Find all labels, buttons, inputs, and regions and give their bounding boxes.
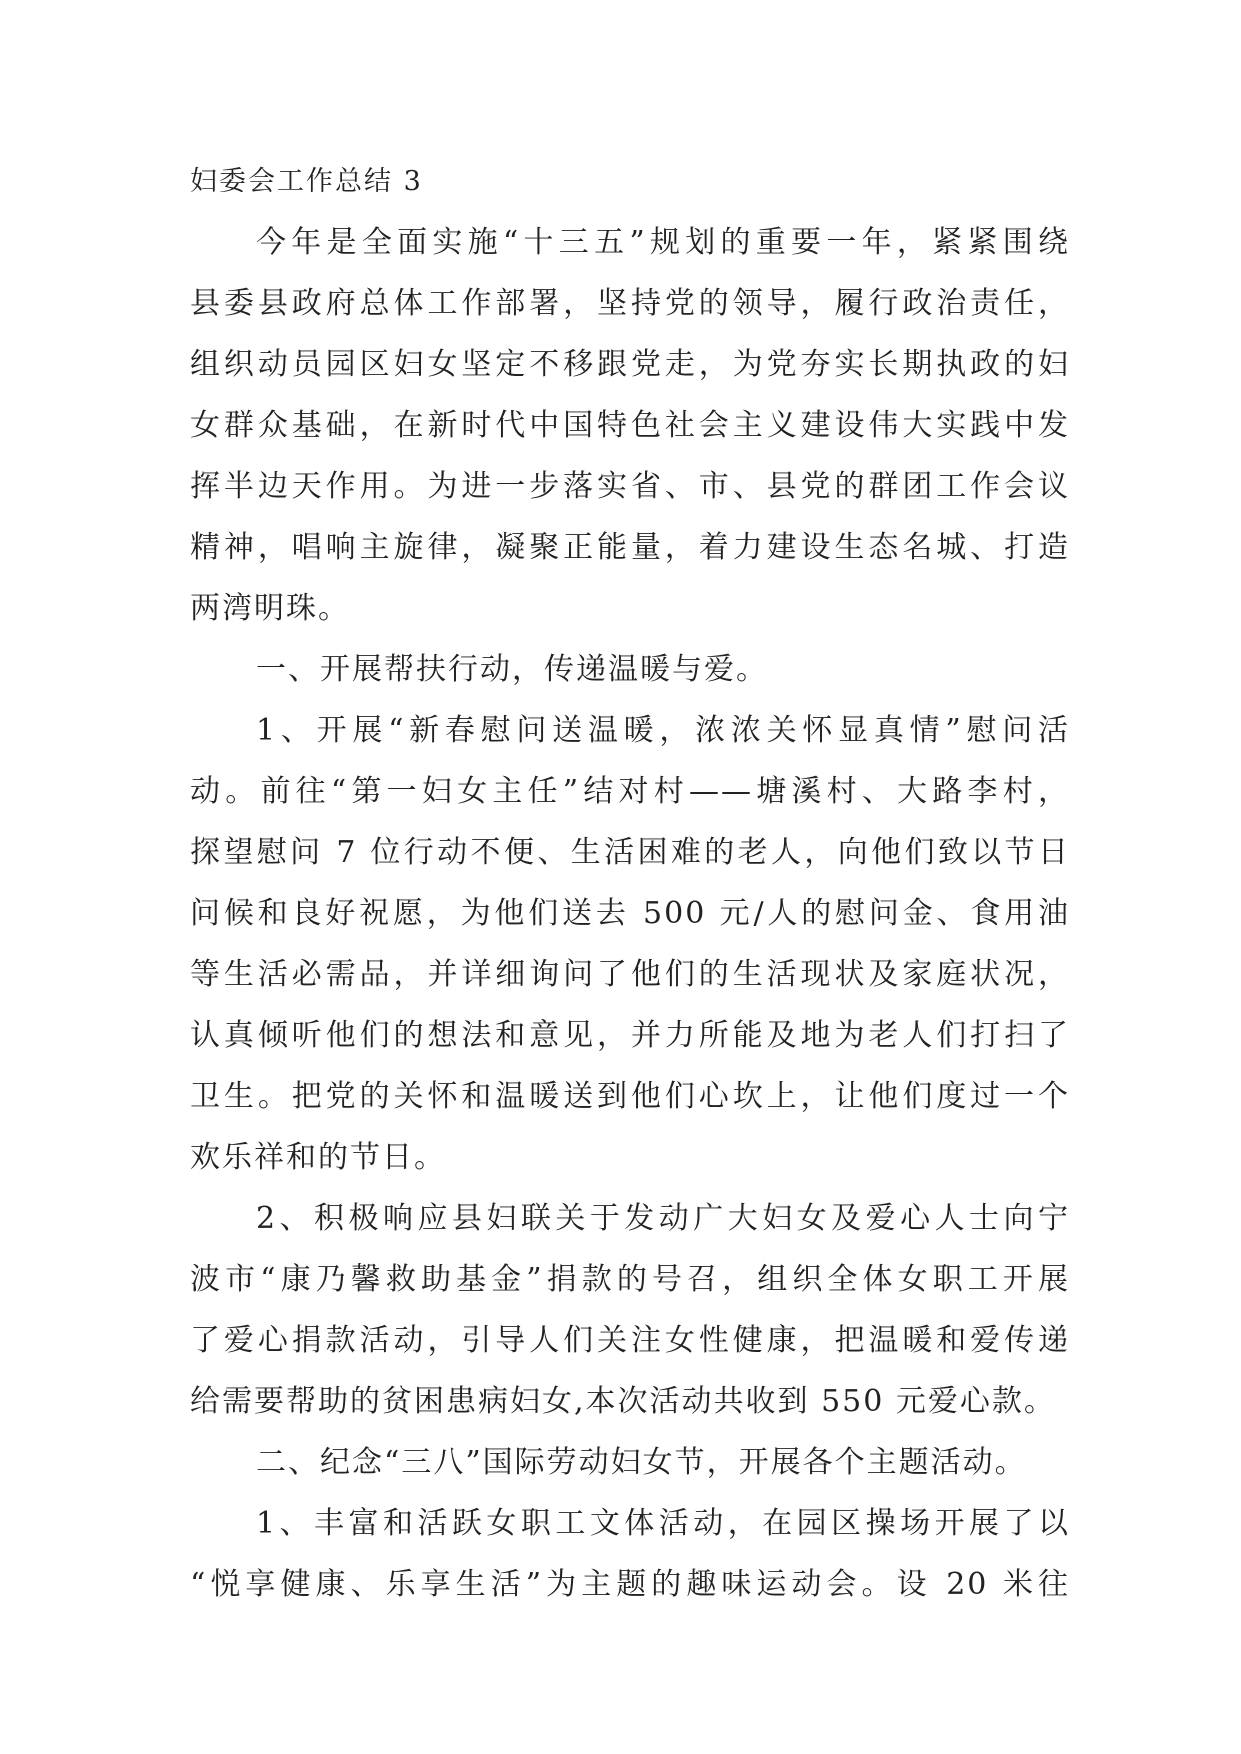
paragraph-line: 给需要帮助的贫困患病妇女,本次活动共收到 550 元爱心款。 xyxy=(190,1384,1056,1419)
paragraph-first-line: 2、积极响应县妇联关于发动广大妇女及爱心人士向宁 xyxy=(256,1201,1070,1236)
document-title: 妇委会工作总结 3 xyxy=(190,166,423,197)
paragraph-line: 了爱心捐款活动，引导人们关注女性健康，把温暖和爱传递 xyxy=(190,1323,1070,1358)
paragraph-line: 组织动员园区妇女坚定不移跟党走，为党夯实长期执政的妇 xyxy=(190,347,1070,382)
document-body xyxy=(190,212,1070,1615)
paragraph-first-line: 一、开展帮扶行动，传递温暖与爱。 xyxy=(256,652,768,687)
paragraph-line: 女群众基础，在新时代中国特色社会主义建设伟大实践中发 xyxy=(190,408,1070,443)
paragraph-line: 动。前往“第一妇女主任”结对村——塘溪村、大路李村， xyxy=(190,774,1070,809)
paragraph-line: 两湾明珠。 xyxy=(190,591,350,626)
paragraph-line: 县委县政府总体工作部署，坚持党的领导，履行政治责任， xyxy=(190,286,1070,321)
paragraph-line: 欢乐祥和的节日。 xyxy=(190,1140,446,1175)
paragraph-line: 挥半边天作用。为进一步落实省、市、县党的群团工作会议 xyxy=(190,469,1070,504)
paragraph-line: 认真倾听他们的想法和意见，并力所能及地为老人们打扫了 xyxy=(190,1018,1070,1053)
paragraph-line: 探望慰问 7 位行动不便、生活困难的老人，向他们致以节日 xyxy=(190,835,1070,870)
paragraph-first-line: 二、纪念“三八”国际劳动妇女节，开展各个主题活动。 xyxy=(256,1445,1027,1480)
paragraph-first-line: 今年是全面实施“十三五”规划的重要一年，紧紧围绕 xyxy=(256,225,1070,260)
paragraph-line: 精神，唱响主旋律，凝聚正能量，着力建设生态名城、打造 xyxy=(190,530,1070,565)
paragraph-line: “悦享健康、乐享生活”为主题的趣味运动会。设 20 米往 xyxy=(190,1567,1070,1602)
paragraph-line: 波市“康乃馨救助基金”捐款的号召，组织全体女职工开展 xyxy=(190,1262,1070,1297)
paragraph-line: 等生活必需品，并详细询问了他们的生活现状及家庭状况， xyxy=(190,957,1070,992)
paragraph-first-line: 1、开展“新春慰问送温暖，浓浓关怀显真情”慰问活 xyxy=(256,713,1070,748)
paragraph-line: 问候和良好祝愿，为他们送去 500 元/人的慰问金、食用油 xyxy=(190,896,1070,931)
paragraph-line: 卫生。把党的关怀和温暖送到他们心坎上，让他们度过一个 xyxy=(190,1079,1070,1114)
paragraph-first-line: 1、丰富和活跃女职工文体活动，在园区操场开展了以 xyxy=(256,1506,1070,1541)
